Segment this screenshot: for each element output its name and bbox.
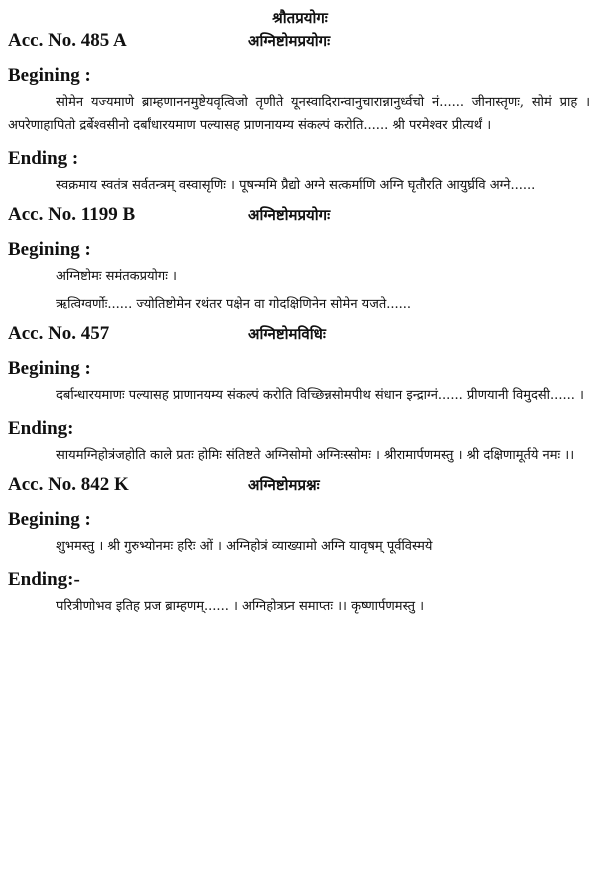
manuscript-title: अग्निष्टोमप्रयोगः: [248, 205, 331, 224]
entry-485a: [8, 30, 592, 204]
section-text: सोमेन यज्यमाणे ब्राम्हणाननमुष्टेयवृत्विजो तृणीते यूनस्वादिरान्वानुचारान्नानुर्ध्वचो नं...... जीनास्तृणः, सोमं प्राह । अपरेणाहापितो द्रर्बेश्वसीनो दर्बांधारयमाण पल्यासह प्राणनायम्य संकल्पं करोति...... श्री परमेश्वर प्रीत्यर्थं ।: [8, 95, 590, 133]
accession-number: Acc. No. 457: [8, 322, 110, 344]
section-text: परित्रीणोभव इतिह प्रज ब्राम्हणम्...... । अग्निहोत्रप्र्न समाप्तः ।। कृष्णार्पणमस्तु ।: [56, 599, 425, 614]
accession-header: [8, 474, 592, 504]
section-text: शुभमस्तु । श्री गुरुभ्योनमः हरिः ओं । अग्निहोत्रं व्याख्यामो अग्नि यावृषम् पूर्वविस्मये: [56, 538, 433, 554]
section-heading: Ending :: [8, 148, 79, 169]
section-heading: Begining :: [8, 357, 91, 379]
section-text: स्वक्रमाय स्वतंत्र सर्वतन्त्रम् वस्वासृणिः । पूषन्ममि प्रैद्यो अग्ने सत्कर्माणि अग्नि घृतौरति आयुर्घ्रवि अग्ने......: [56, 178, 536, 193]
manuscript-title: अग्निष्टोमप्रयोगः: [248, 32, 331, 50]
accession-header: [8, 323, 592, 353]
section-heading: Begining :: [8, 508, 91, 530]
accession-number: Acc. No. 1199 B: [8, 203, 136, 225]
section-heading: Begining :: [8, 238, 91, 260]
section-text: सायमग्निहोत्रंजहोति काले प्रतः होमिः संतिष्टते अग्निसोमो अग्निःस्सोमः । श्रीरामार्पणमस्तु । श्री दक्षिणामूर्तये नमः ।।: [56, 448, 575, 463]
section-text: ऋत्विग्वर्णोः...... ज्योतिष्टोमेन रथंतर पक्षेन वा गोदक्षिणिनेन सोमेन यजते......: [56, 297, 412, 312]
manuscript-title: अग्निष्टोमविधिः: [248, 324, 326, 343]
section-text: अग्निष्टोमः समंतकप्रयोगः ।: [56, 268, 177, 284]
entry-457: [8, 323, 592, 474]
section-heading: Ending:-: [8, 569, 80, 590]
accession-header: [8, 30, 592, 60]
section-heading: Begining :: [8, 65, 91, 86]
section-heading: Ending:: [8, 418, 74, 439]
accession-number: Acc. No. 842 K: [8, 473, 129, 495]
entry-1199b: [8, 204, 592, 323]
accession-number: Acc. No. 485 A: [8, 30, 127, 51]
manuscript-title: अग्निष्टोमप्रश्नः: [248, 475, 320, 494]
entry-842k: [8, 474, 592, 625]
accession-header: [8, 204, 592, 234]
page-title: श्रौतप्रयोगः: [272, 9, 328, 27]
section-text: दर्बान्धारयमाणः पल्यासह प्राणानयम्य संकल्पं करोति विच्छिन्नसोमपीथ संधान इन्द्राग्नं...... प्रीणयानी विमुदसी...... ।: [56, 387, 584, 403]
